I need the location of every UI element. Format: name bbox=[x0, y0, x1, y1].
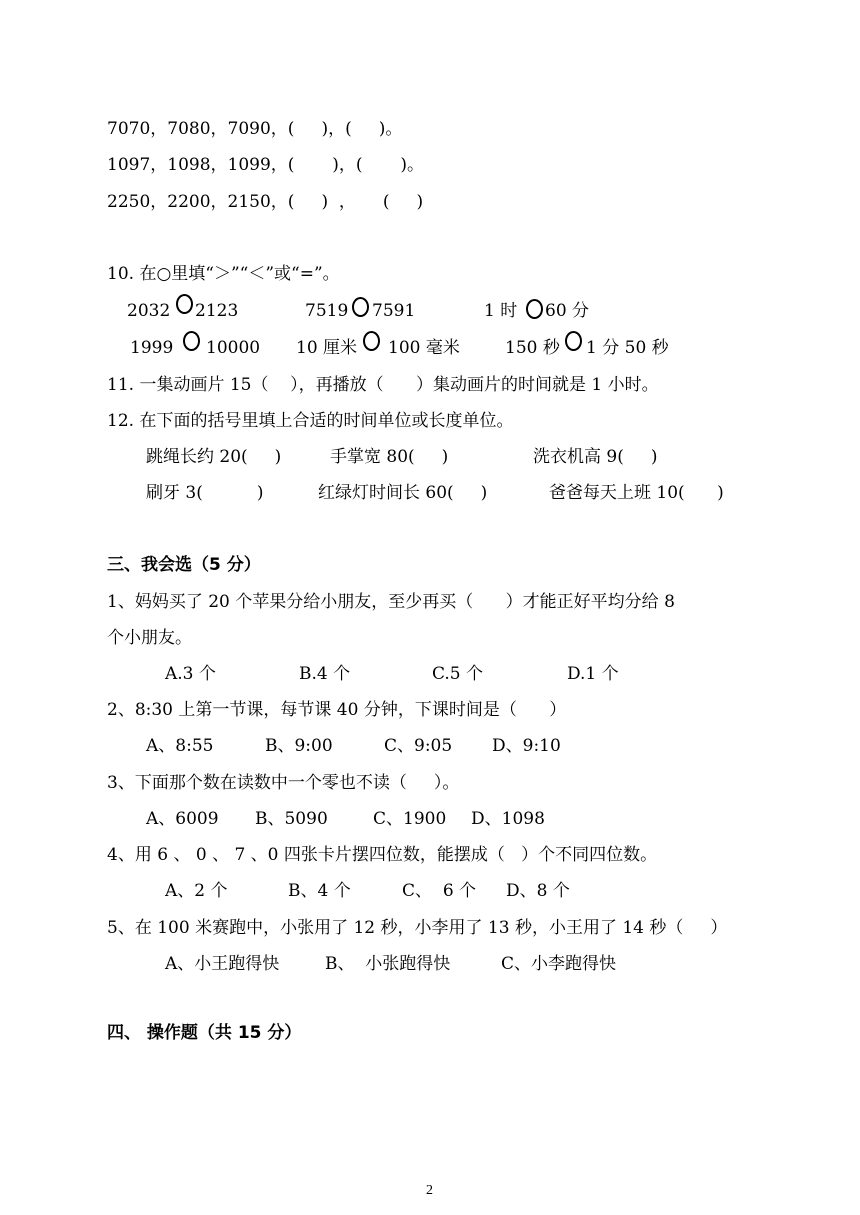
s3-q1-line2: 个小朋友。 bbox=[107, 628, 192, 648]
q10-r2-d: 100 毫米 bbox=[388, 338, 460, 358]
q10-r1-c: 7519 bbox=[305, 301, 349, 321]
s3-q2-option-c: C、9:05 bbox=[384, 736, 453, 756]
q12-r1-c: 洗衣机高 9( ) bbox=[533, 447, 658, 467]
q10-r2-a: 1999 bbox=[130, 338, 174, 358]
s3-q5: 5、在 100 米赛跑中，小张用了 12 秒，小李用了 13 秒，小王用了 14 秒（ ） bbox=[107, 918, 728, 938]
q12-r2-a: 刷牙 3( ) bbox=[146, 483, 264, 503]
s3-q4: 4、用 6 、 0 、 7 、0 四张卡片摆四位数，能摆成（ ）个不同四位数。 bbox=[107, 845, 658, 865]
section-3-heading: 三、我会选（5 分） bbox=[107, 555, 261, 575]
s3-q4-option-a: A、2 个 bbox=[165, 881, 228, 901]
compare-circle[interactable] bbox=[176, 294, 193, 314]
s3-q5-option-b: B、 小张跑得快 bbox=[325, 954, 451, 974]
s3-q3-option-c: C、1900 bbox=[373, 809, 447, 829]
s3-q1-option-d: D.1 个 bbox=[567, 664, 619, 684]
s3-q3-option-a: A、6009 bbox=[146, 809, 219, 829]
q10-r1-b: 2123 bbox=[195, 301, 239, 321]
s3-q4-option-d: D、8 个 bbox=[506, 881, 570, 901]
q10-r1-d: 7591 bbox=[372, 301, 416, 321]
compare-circle[interactable] bbox=[565, 331, 582, 351]
s3-q1-option-a: A.3 个 bbox=[165, 664, 216, 684]
q10-title: 10. 在○里填“＞”“＜”或“=”。 bbox=[107, 264, 340, 284]
q10-r1-f: 60 分 bbox=[545, 301, 590, 321]
q10-r2-f: 1 分 50 秒 bbox=[586, 338, 669, 358]
seq-line-1: 7070，7080，7090，( )，( )。 bbox=[107, 119, 403, 139]
q10-r1-e: 1 时 bbox=[484, 301, 518, 321]
page-number: 2 bbox=[426, 1183, 433, 1198]
s3-q3: 3、下面那个数在读数中一个零也不读（ ）。 bbox=[107, 773, 460, 793]
q10-r2-b: 10000 bbox=[206, 338, 261, 358]
s3-q5-option-a: A、小王跑得快 bbox=[165, 954, 280, 974]
q12-title: 12. 在下面的括号里填上合适的时间单位或长度单位。 bbox=[107, 411, 514, 431]
seq-line-3: 2250，2200，2150，( ) ， ( ) bbox=[107, 192, 424, 212]
q12-r1-b: 手掌宽 80( ) bbox=[330, 447, 449, 467]
compare-circle[interactable] bbox=[526, 299, 543, 319]
s3-q3-option-d: D、1098 bbox=[471, 809, 545, 829]
s3-q3-option-b: B、5090 bbox=[255, 809, 328, 829]
s3-q1-line1: 1、妈妈买了 20 个苹果分给小朋友，至少再买（ ）才能正好平均分给 8 bbox=[107, 592, 675, 612]
s3-q2-option-a: A、8:55 bbox=[146, 736, 214, 756]
q11-text: 11. 一集动画片 15（ ），再播放（ ）集动画片的时间就是 1 小时。 bbox=[107, 375, 659, 395]
q10-r1-a: 2032 bbox=[127, 301, 171, 321]
q12-r1-a: 跳绳长约 20( ) bbox=[146, 447, 282, 467]
s3-q4-option-c: C、 6 个 bbox=[402, 881, 477, 901]
q12-r2-c: 爸爸每天上班 10( ) bbox=[549, 483, 724, 503]
seq-line-2: 1097，1098，1099，( )，( )。 bbox=[107, 155, 424, 175]
s3-q1-option-b: B.4 个 bbox=[299, 664, 351, 684]
s3-q4-option-b: B、4 个 bbox=[288, 881, 351, 901]
s3-q2-option-b: B、9:00 bbox=[265, 736, 333, 756]
s3-q1-option-c: C.5 个 bbox=[432, 664, 484, 684]
q12-r2-b: 红绿灯时间长 60( ) bbox=[318, 483, 488, 503]
s3-q2: 2、8:30 上第一节课，每节课 40 分钟，下课时间是（ ） bbox=[107, 700, 567, 720]
s3-q2-option-d: D、9:10 bbox=[492, 736, 561, 756]
section-4-heading: 四、 操作题（共 15 分） bbox=[107, 1023, 302, 1043]
compare-circle[interactable] bbox=[183, 331, 200, 351]
compare-circle[interactable] bbox=[352, 297, 369, 317]
q10-r2-c: 10 厘米 bbox=[296, 338, 358, 358]
compare-circle[interactable] bbox=[363, 331, 380, 351]
s3-q5-option-c: C、小李跑得快 bbox=[501, 954, 617, 974]
q10-r2-e: 150 秒 bbox=[505, 338, 560, 358]
